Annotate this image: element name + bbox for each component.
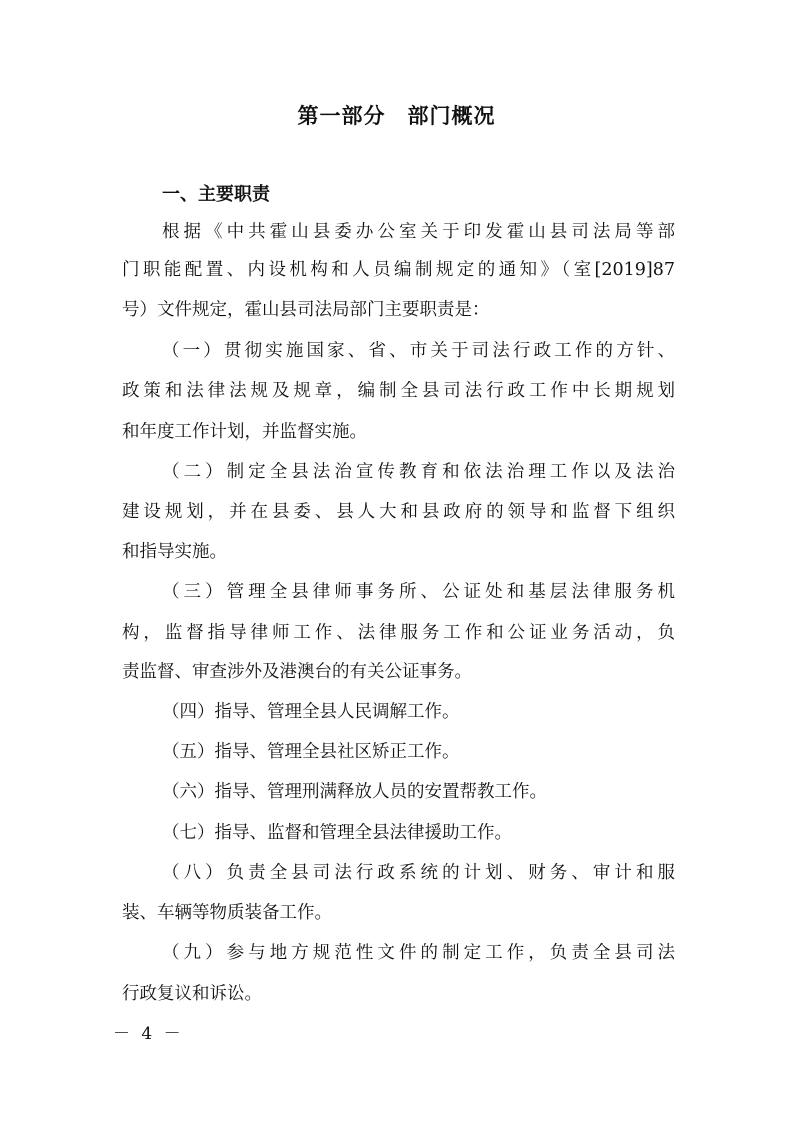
page-title: 第一部分 部门概况: [297, 104, 496, 128]
page-number: － 4 －: [113, 1024, 184, 1044]
section-heading: 一、主要职责: [162, 184, 270, 205]
paragraph-line: 门职能配置、内设机构和人员编制规定的通知》（室[2019]87: [122, 260, 675, 280]
paragraph-line: （五）指导、管理全县社区矫正工作。: [162, 742, 460, 762]
paragraph-line: 号）文件规定，霍山县司法局部门主要职责是：: [122, 300, 490, 320]
paragraph-line: 政策和法律法规及规章，编制全县司法行政工作中长期规划: [122, 381, 675, 401]
paragraph-line: 根据《中共霍山县委办公室关于印发霍山县司法局等部: [162, 222, 675, 242]
paragraph-line: （七）指导、监督和管理全县法律援助工作。: [162, 823, 512, 843]
paragraph-line: 责监督、审查涉外及港澳台的有关公证事务。: [122, 662, 472, 682]
paragraph-line: （二）制定全县法治宣传教育和依法治理工作以及法治: [162, 462, 675, 482]
paragraph-line: （六）指导、管理刑满释放人员的安置帮教工作。: [162, 782, 547, 802]
paragraph-line: （八）负责全县司法行政系统的计划、财务、审计和服: [162, 863, 675, 883]
paragraph-line: （九）参与地方规范性文件的制定工作，负责全县司法: [162, 943, 675, 963]
paragraph-line: （四）指导、管理全县人民调解工作。: [162, 702, 460, 722]
paragraph-line: 和年度工作计划，并监督实施。: [122, 422, 367, 442]
paragraph-line: 行政复议和诉讼。: [122, 984, 262, 1004]
paragraph-line: （一）贯彻实施国家、省、市关于司法行政工作的方针、: [162, 341, 675, 361]
paragraph-line: 装、车辆等物质装备工作。: [122, 903, 332, 923]
paragraph-line: （三）管理全县律师事务所、公证处和基层法律服务机: [162, 582, 675, 602]
paragraph-line: 建设规划，并在县委、县人大和县政府的领导和监督下组织: [122, 502, 675, 522]
paragraph-line: 和指导实施。: [122, 542, 227, 562]
paragraph-line: 构，监督指导律师工作、法律服务工作和公证业务活动，负: [122, 623, 675, 643]
